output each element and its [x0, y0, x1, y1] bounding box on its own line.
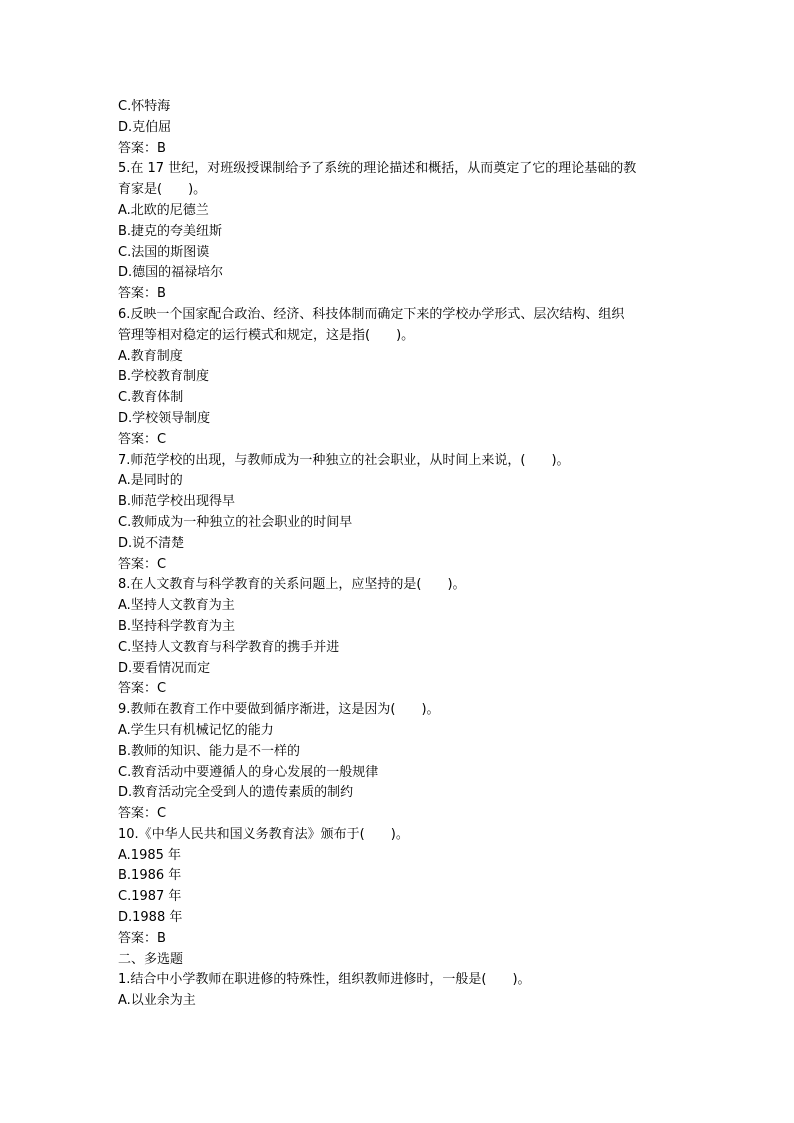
option-line: D.教育活动完全受到人的遗传素质的制约: [118, 785, 354, 801]
option-line: C.法国的斯图谟: [118, 244, 210, 260]
answer-line: 答案：C: [118, 556, 167, 572]
option-line: B.捷克的夸美纽斯: [118, 223, 223, 239]
option-line: C.教育体制: [118, 390, 184, 406]
document-body: [118, 97, 678, 1012]
question-line: 9.教师在教育工作中要做到循序渐进，这是因为( )。: [118, 702, 440, 718]
answer-line: 答案：B: [118, 286, 166, 302]
option-line: C.坚持人文教育与科学教育的携手并进: [118, 639, 340, 655]
option-line: B.教师的知识、能力是不一样的: [118, 743, 301, 759]
option-line: C.教育活动中要遵循人的身心发展的一般规律: [118, 764, 379, 780]
option-line: D.说不清楚: [118, 535, 185, 551]
question-line: 7.师范学校的出现，与教师成为一种独立的社会职业，从时间上来说，( )。: [118, 452, 570, 468]
question-line: 管理等相对稳定的运行模式和规定，这是指( )。: [118, 327, 415, 343]
option-line: A.北欧的尼德兰: [118, 202, 209, 218]
option-line: C.1987 年: [118, 889, 182, 905]
option-line: B.坚持科学教育为主: [118, 618, 236, 634]
answer-line: 答案：C: [118, 806, 167, 822]
option-line: A.学生只有机械记忆的能力: [118, 722, 274, 738]
answer-line: 答案：C: [118, 431, 167, 447]
question-line: 6.反映一个国家配合政治、经济、科技体制而确定下来的学校办学形式、层次结构、组织: [118, 306, 625, 322]
option-line: B.学校教育制度: [118, 369, 210, 385]
option-line: B.1986 年: [118, 868, 182, 884]
option-line: A.以业余为主: [118, 993, 196, 1009]
option-line: D.1988 年: [118, 910, 183, 926]
option-line: B.师范学校出现得早: [118, 494, 236, 510]
option-line: C.教师成为一种独立的社会职业的时间早: [118, 514, 353, 530]
option-line: A.是同时的: [118, 473, 183, 489]
option-line: A.坚持人文教育为主: [118, 598, 235, 614]
option-line: D.德国的福禄培尔: [118, 265, 224, 281]
answer-line: 答案：C: [118, 681, 167, 697]
question-line: 1.结合中小学教师在职进修的特殊性，组织教师进修时，一般是( )。: [118, 972, 531, 988]
option-line: D.学校领导制度: [118, 410, 211, 426]
question-line: 8.在人文教育与科学教育的关系问题上，应坚持的是( )。: [118, 577, 466, 593]
text-line: C.怀特海: [118, 99, 171, 114]
text-line: D.克伯屈: [118, 119, 172, 135]
answer-line: 答案：B: [118, 930, 166, 946]
answer-line: 答案：B: [118, 140, 166, 156]
question-line: 育家是( )。: [118, 182, 207, 198]
option-line: A.1985 年: [118, 847, 182, 863]
question-line: 10.《中华人民共和国义务教育法》颁布于( )。: [118, 826, 409, 842]
section-heading: 二、多选题: [118, 951, 184, 967]
option-line: A.教育制度: [118, 348, 183, 364]
option-line: D.要看情况而定: [118, 660, 211, 676]
question-line: 5.在 17 世纪，对班级授课制给予了系统的理论描述和概括，从而奠定了它的理论基础的教: [118, 161, 637, 177]
